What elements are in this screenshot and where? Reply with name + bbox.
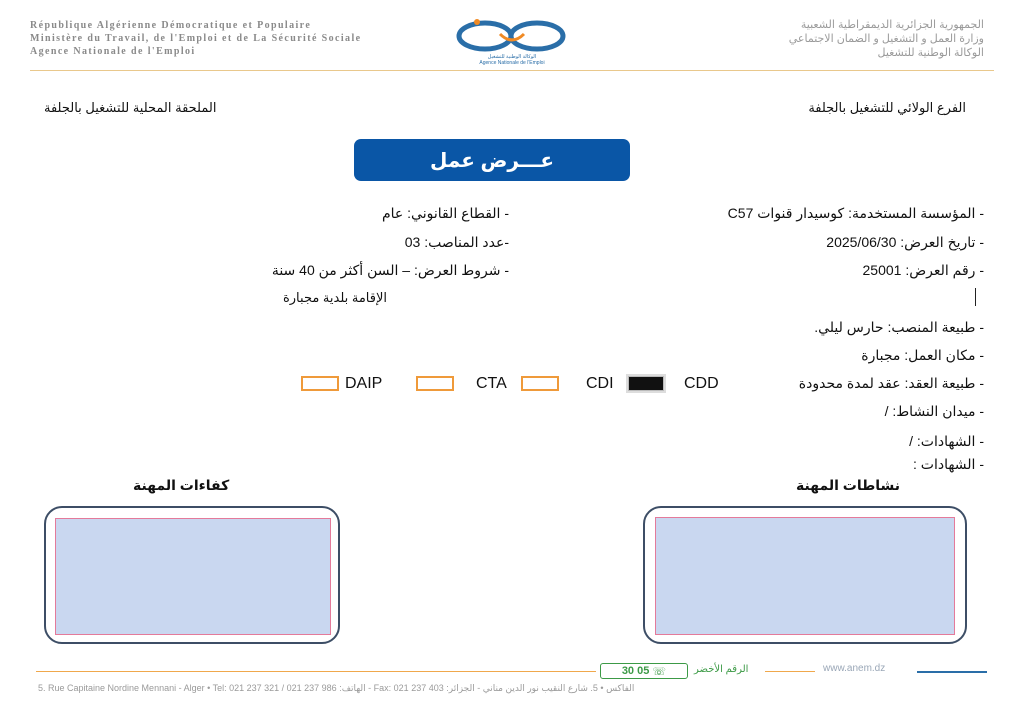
header-divider [30, 70, 994, 71]
cta-checkbox[interactable] [521, 376, 559, 391]
footer-address: 5. Rue Capitaine Nordine Mennani - Alger • Tel: 021 237 321 / 021 237 986 :الهاتف - Fax: 021 237 403 :الفاكس • 5. شارع النقيب نور الدين مناني - الجزائر [38, 683, 635, 693]
green-number-label: الرقم الأخضر [694, 664, 749, 675]
header-french [30, 19, 361, 58]
field-residence: الإقامة بلدية مجبارة [282, 290, 387, 305]
contract-label-cdi: CDI [586, 375, 614, 392]
header-fr-line: Agence Nationale de l'Emploi [30, 46, 196, 57]
contract-label-daip: DAIP [345, 375, 383, 392]
field-activity-domain: - ميدان النشاط: / [884, 403, 984, 419]
field-positions-count: -عدد المناصب: 03 [404, 234, 509, 250]
field-contract-type: - طبيعة العقد: عقد لمدة محدودة [798, 375, 984, 391]
header-arabic [584, 18, 984, 60]
skills-title: كفاءات المهنة [133, 477, 230, 493]
skills-panel [44, 506, 340, 644]
header-ar-line: وزارة العمل و التشغيل و الضمان الاجتماعي [788, 33, 984, 45]
header-ar-line: الوكالة الوطنية للتشغيل [877, 47, 984, 59]
field-diplomas: - الشهادات: / [909, 433, 984, 449]
header-fr-line: République Algérienne Démocratique et Populaire [30, 20, 312, 31]
field-conditions: - شروط العرض: – السن أكثر من 40 سنة [271, 262, 509, 278]
field-work-place: - مكان العمل: مجبارة [861, 347, 984, 363]
daip-checkbox[interactable] [301, 376, 339, 391]
footer-divider-left [36, 671, 596, 672]
field-employer: - المؤسسة المستخدمة: كوسيدار قنوات C57 [727, 205, 984, 221]
footer-divider-right [917, 671, 987, 673]
activities-panel [643, 506, 967, 644]
contract-label-cta: CTA [476, 375, 507, 392]
logo-caption: الوكالة الوطنية للتشغيل Agence Nationale de l'Emploi [479, 54, 545, 66]
wilaya-branch: الفرع الولائي للتشغيل بالجلفة [808, 100, 966, 115]
contract-label-cdd: CDD [684, 375, 719, 392]
field-offer-date: - تاريخ العرض: 2025/06/30 [826, 234, 984, 250]
activities-title: نشاطات المهنة [796, 477, 901, 493]
green-number: 30 05 ☏ [600, 663, 688, 679]
field-job-nature: - طبيعة المنصب: حارس ليلي. [814, 319, 984, 335]
local-branch: الملحقة المحلية للتشغيل بالجلفة [44, 100, 217, 115]
website: www.anem.dz [823, 663, 886, 674]
cdi-checkbox[interactable] [628, 376, 664, 391]
header-fr-line: Ministère du Travail, de l'Emploi et de La Sécurité Sociale [30, 33, 362, 44]
field-offer-number: - رقم العرض: 25001 [862, 262, 984, 278]
phone-icon: ☏ [652, 665, 667, 678]
field-diplomas-2: - الشهادات : [913, 456, 984, 472]
footer-divider-mid [765, 671, 815, 672]
cta-left-checkbox[interactable] [416, 376, 454, 391]
header-ar-line: الجمهورية الجزائرية الديمقراطية الشعبية [800, 19, 984, 31]
text-cursor [975, 288, 976, 306]
offer-title: عـــرض عمل [354, 139, 630, 181]
activities-textbox[interactable] [655, 517, 955, 635]
field-legal-sector: - القطاع القانوني: عام [381, 205, 509, 221]
skills-textbox[interactable] [55, 518, 331, 635]
